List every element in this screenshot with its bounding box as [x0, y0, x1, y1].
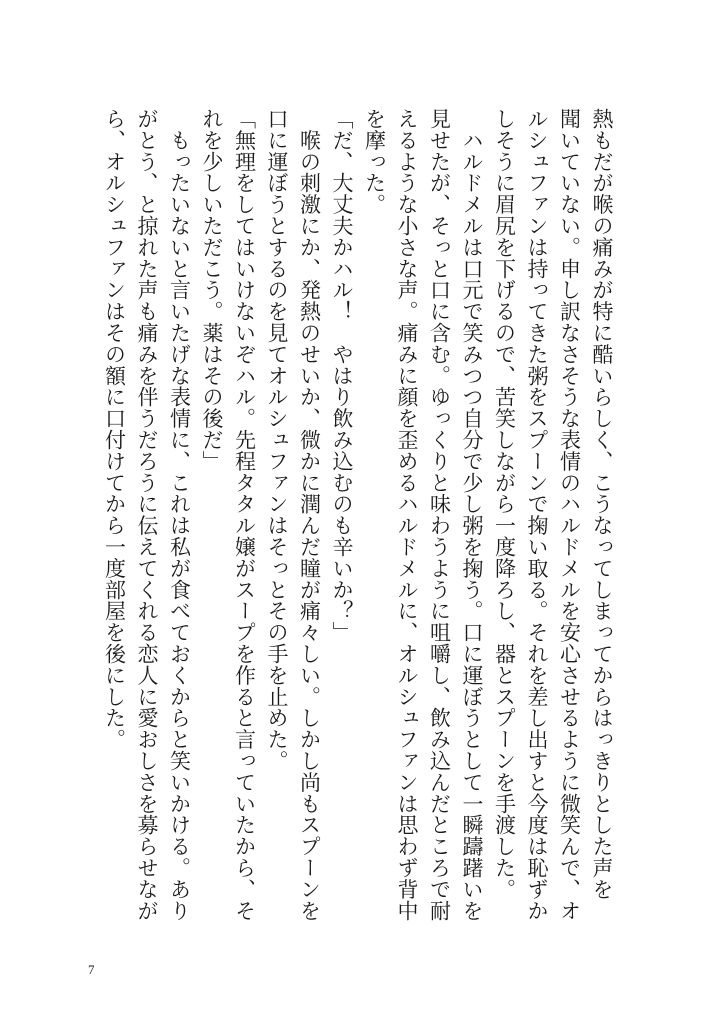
text-line: 聞いていない。申し訳なさそうな表情のハルドメルを安心させるように微笑んで、オ [557, 108, 582, 922]
text-line: 喉の刺激にか、発熱のせいか、微かに潤んだ瞳が痛々しい。しかし尚もスプーンを [297, 108, 322, 922]
text-line: ルシュファンは持ってきた粥をスプーンで掬い取る。それを差し出すと今度は恥ずか [525, 108, 549, 922]
text-line: 熱もだが喉の痛みが特に酷いらしく、こうなってしまってからはっきりとした声を [590, 108, 614, 900]
text-line: しそうに眉尻を下げるので、苦笑しながら一度降ろし、器とスプーンを手渡した。 [492, 108, 517, 900]
text-line: 見せたが、そっと口に含む。ゆっくりと味わうように咀嚼し、飲み込んだところで耐 [427, 108, 452, 922]
text-line: れを少しいただこう。薬はその後だ」 [200, 108, 224, 472]
text-line: ハルドメルは口元で笑みつつ自分で少し粥を掬う。口に運ぼうとして一瞬躊躇いを [460, 108, 484, 922]
text-line: 「無理をしてはいけないぞハル。先程タタル嬢がスープを作ると言っていたから、そ [232, 108, 257, 922]
text-line: がとう、と掠れた声も痛みを伴うだろうに伝えてくれる恋人に愛おしさを募らせなが [135, 108, 159, 922]
text-line: ら、オルシュファンはその額に口付けてから一度部屋を後にした。 [102, 108, 127, 750]
text-line: もったいないと言いたげな表情に、これは私が食べておくからと笑いかける。あり [167, 108, 192, 922]
text-line: を摩った。 [362, 108, 387, 215]
page-number: 7 [88, 962, 95, 977]
text-line: 「だ、大丈夫かハル！ やはり飲み込むのも辛いか？」 [330, 108, 354, 643]
text-line: えるような小さな声。痛みに顔を歪めるハルドメルに、オルシュファンは思わず背中 [395, 108, 419, 922]
text-line: 口に運ぼうとするのを見てオルシュファンはそっとその手を止めた。 [265, 108, 289, 772]
body-text [98, 108, 618, 948]
